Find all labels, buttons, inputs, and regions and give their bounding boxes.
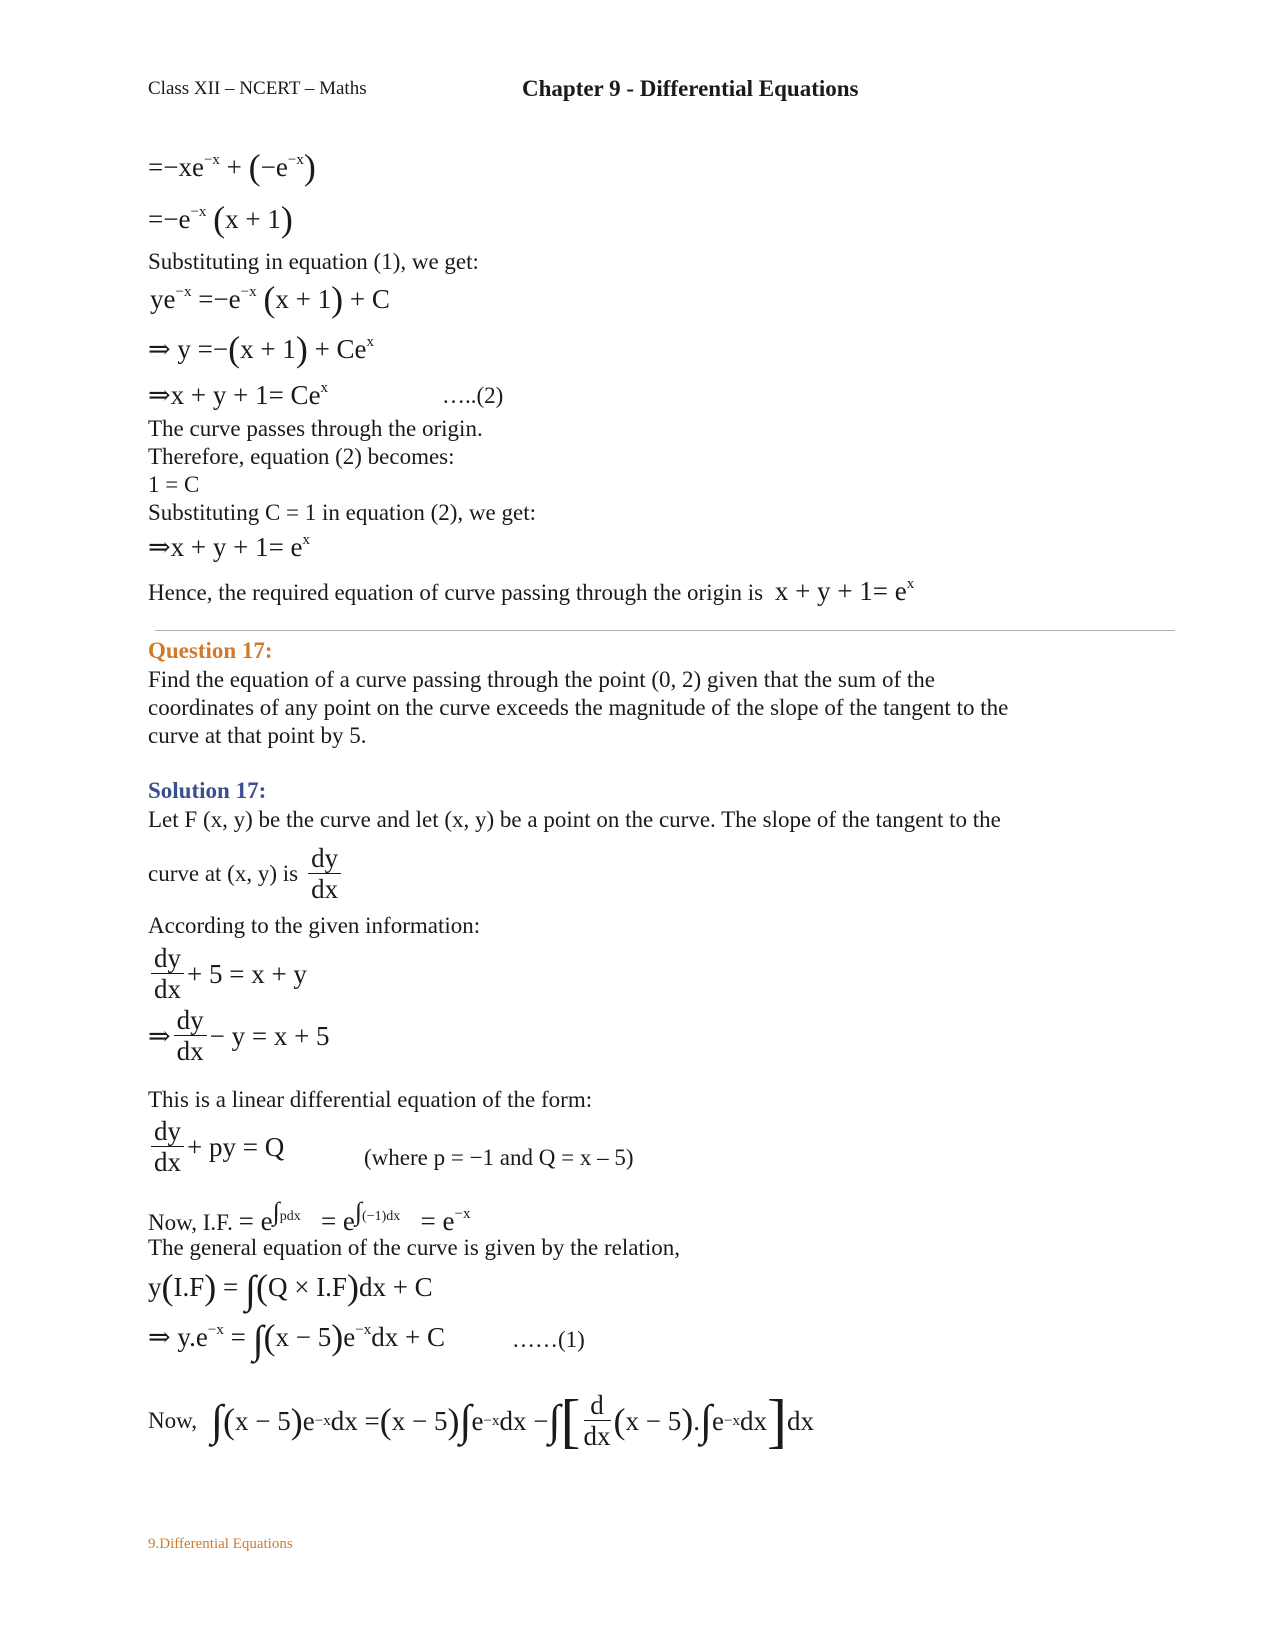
header-title: Chapter 9 - Differential Equations <box>522 76 859 101</box>
math-line-9: $\frac{dy}{dx}$ + py = Q <box>148 1116 284 1177</box>
text-substituting-c: Substituting C = 1 in equation (2), we get: <box>148 500 536 525</box>
math-line-1: $=-xe^{-x} + (-e^{-x})$ <box>148 147 316 187</box>
if-line <box>148 1197 471 1237</box>
text-linear-form: This is a linear differential equation of the form: <box>148 1087 593 1112</box>
footer-label: 9.Differential Equations <box>148 1536 293 1552</box>
math-line-3: $ye^{-x} =-e^{-x}$ (x + 1) + C <box>150 279 390 319</box>
math-line-10: y(I.F) = ∫(Q × I.F)dx + C <box>148 1267 433 1312</box>
integration-by-parts: ∫ ( x − 5 ) e −x dx = ( x − 5 ) ∫ e −x dx − ∫ [ $\frac{d}{dx}$ ( x − 5 ) . ∫ e −x dx ] dx <box>210 1387 814 1454</box>
if-expression: = $e^{\int pdx} = e^{\int(-1)dx} = e^{-x}$ <box>238 1197 471 1236</box>
text-one-equals-c: 1 = C <box>148 472 200 497</box>
solution-line-1: Let F (x, y) be the curve and let (x, y) be a point on the curve. The slope of the tangent to the <box>148 807 1001 832</box>
header-left: Class XII – NCERT – Maths <box>148 78 367 99</box>
math-line-12 <box>148 1387 814 1454</box>
eq1-tag: ……(1) <box>512 1327 585 1352</box>
math-line-5: ⇒x + $y + 1= Ce^x$ <box>148 380 329 410</box>
math-line-4: ⇒ $y =-(x + 1) + Ce^x$ <box>148 329 375 369</box>
text-curve-origin: The curve passes through the origin. <box>148 416 483 441</box>
math-line-6: ⇒x + $y + 1= e^x$ <box>148 532 311 562</box>
text-substituting-eq1: Substituting in equation (1), we get: <box>148 249 479 274</box>
now-label: Now, <box>148 1407 197 1433</box>
text-therefore-eq2: Therefore, equation (2) becomes: <box>148 444 455 469</box>
slope-line <box>148 843 344 904</box>
question-line-3: curve at that point by 5. <box>148 723 367 748</box>
section-divider <box>155 630 1175 631</box>
solution-heading: Solution 17: <box>148 778 267 803</box>
math-line-2: $=-e^{-x}$ (x + 1) <box>148 199 293 239</box>
text-general-eq: The general equation of the curve is given by the relation, <box>148 1235 680 1260</box>
eq2-tag: …..(2) <box>442 383 504 408</box>
question-heading: Question 17: <box>148 638 273 663</box>
text-where: (where p = −1 and Q = x – 5) <box>364 1145 634 1170</box>
text-hence <box>148 576 914 607</box>
math-line-8: ⇒ $\frac{dy}{dx}$ − y = x + 5 <box>148 1005 330 1066</box>
text-according: According to the given information: <box>148 913 481 938</box>
slope-text: curve at (x, y) is <box>148 860 299 886</box>
text-hence-label: Hence, the required equation of curve passing through the origin is <box>148 580 764 605</box>
math-line-11: ⇒ $y.e^{-x} = \int(x - 5)e^{-x}dx + C$ <box>148 1317 445 1362</box>
question-line-1: Find the equation of a curve passing through the point (0, 2) given that the sum of the <box>148 667 935 692</box>
math-result: $x + y + 1= e^x$ <box>774 576 915 606</box>
question-line-2: coordinates of any point on the curve exceeds the magnitude of the slope of the tangent to the <box>148 695 1009 720</box>
math-line-7: $\frac{dy}{dx}$ + 5 = x + y <box>148 943 307 1004</box>
if-label: Now, I.F. <box>148 1210 233 1235</box>
dy-dx-fraction: $\frac{dy}{dx}$ <box>308 843 341 904</box>
